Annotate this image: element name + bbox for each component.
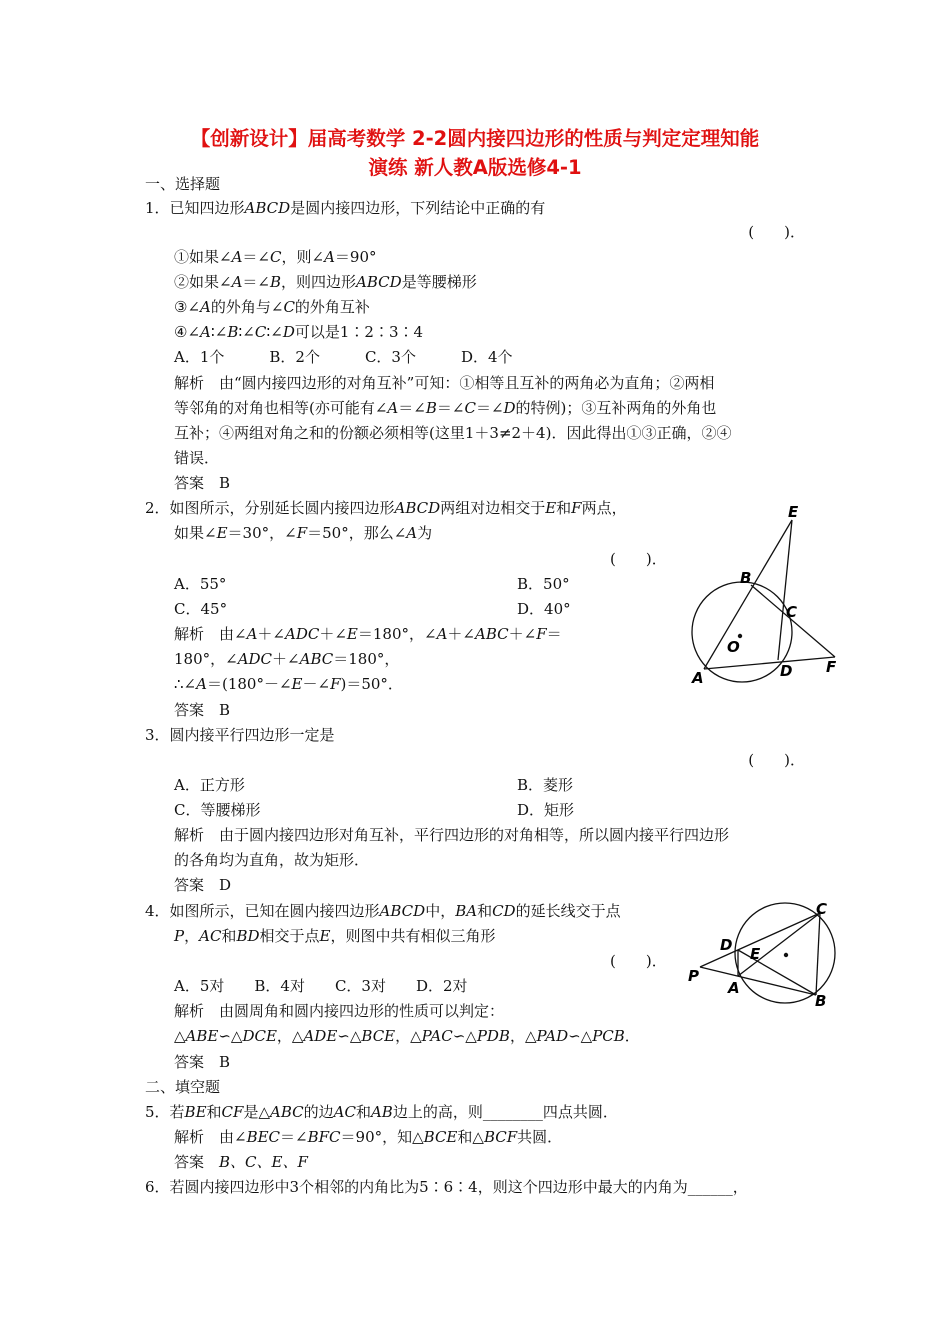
q1-choices: A．1个 B．2个 C．3个 D．4个 — [174, 348, 513, 366]
q3-explanation-line1: 解析 由于圆内接四边形对角互补，平行四边形的对角相等，所以圆内接平行四边形 — [174, 826, 730, 844]
q2-geometry-figure — [680, 500, 845, 690]
q4-label-e: E — [750, 945, 761, 963]
document-title-line1: 【创新设计】届高考数学 2-2圆内接四边形的性质与判定定理知能 — [190, 127, 760, 150]
q1-explanation-line4: 错误． — [174, 449, 220, 467]
q1-answer-paren: ( )． — [748, 223, 805, 241]
q4-answer: 答案 B — [174, 1053, 231, 1071]
q3-answer: 答案 D — [174, 876, 232, 894]
q4-stem-line2: P，AC和BD相交于点E，则图中共有相似三角形 — [174, 927, 496, 945]
q4-choices: A．5对 B．4对 C．3对 D．2对 — [174, 977, 468, 995]
q1-option-1: ①如果∠A＝∠C，则∠A＝90° — [174, 248, 377, 266]
q1-explanation-line2: 等邻角的对角也相等(亦可能有∠A＝∠B＝∠C＝∠D的特例)；③互补两角的外角也 — [174, 399, 717, 417]
q3-choice-d: D．矩形 — [517, 801, 575, 819]
q2-answer: 答案 B — [174, 701, 231, 719]
q2-label-o: O — [727, 638, 740, 656]
document-title-line2: 演练 新人教A版选修4-1 — [368, 156, 582, 179]
q4-label-p: P — [688, 967, 699, 985]
q1-explanation-line1: 解析 由“圆内接四边形的对角互补”可知：①相等且互补的两角必为直角；②两相 — [174, 374, 715, 392]
q2-label-b: B — [740, 569, 752, 587]
q2-choice-d: D．40° — [517, 600, 571, 618]
q1-answer: 答案 B — [174, 474, 231, 492]
q1-option-3: ③∠A的外角与∠C的外角互补 — [174, 298, 370, 316]
q2-explanation-line2: 180°，∠ADC＋∠ABC＝180°， — [174, 650, 400, 668]
q6-stem: 6．若圆内接四边形中3个相邻的内角比为5∶6∶4，则这个四边形中最大的内角为______， — [145, 1178, 748, 1196]
q4-answer-paren: ( )． — [610, 952, 667, 970]
q3-choice-b: B．菱形 — [517, 776, 574, 794]
q2-choice-a: A．55° — [174, 575, 227, 593]
section-heading-fill: 二、填空题 — [145, 1078, 221, 1096]
q1-option-2: ②如果∠A＝∠B，则四边形ABCD是等腰梯形 — [174, 273, 477, 291]
q2-label-d: D — [780, 662, 793, 680]
q4-stem-line1: 4．如图所示，已知在圆内接四边形ABCD中，BA和CD的延长线交于点 — [145, 902, 621, 920]
q1-explanation-line3: 互补；④两组对角之和的份额必须相等(这里1＋3≠2＋4)．因此得出①③正确，②④ — [174, 424, 732, 442]
q2-choice-c: C．45° — [174, 600, 228, 618]
q4-explanation-line1: 解析 由圆周角和圆内接四边形的性质可以判定： — [174, 1002, 505, 1020]
q4-label-b: B — [815, 992, 827, 1010]
q2-stem-line2: 如果∠E＝30°，∠F＝50°，那么∠A为 — [174, 524, 433, 542]
q4-label-c: C — [816, 900, 828, 918]
q2-label-e: E — [788, 503, 799, 521]
q2-explanation-line3: ∴∠A＝(180°－∠E－∠F)＝50°． — [174, 675, 403, 693]
q2-answer-paren: ( )． — [610, 550, 667, 568]
q4-label-d: D — [720, 936, 733, 954]
q4-label-a: A — [728, 979, 740, 997]
q3-stem: 3．圆内接平行四边形一定是 — [145, 726, 335, 744]
q3-choice-a: A．正方形 — [174, 776, 245, 794]
q2-label-a: A — [692, 669, 704, 687]
q3-answer-paren: ( )． — [748, 751, 805, 769]
q5-answer: 答案 B、C、E、F — [174, 1153, 308, 1171]
q1-stem: 1．已知四边形ABCD是圆内接四边形，下列结论中正确的有 — [145, 199, 546, 217]
q2-label-f: F — [826, 658, 837, 676]
q2-label-c: C — [786, 603, 798, 621]
q3-choice-c: C．等腰梯形 — [174, 801, 261, 819]
q2-explanation-line1: 解析 由∠A＋∠ADC＋∠E＝180°，∠A＋∠ABC＋∠F＝ — [174, 625, 562, 643]
q4-center-dot — [784, 953, 788, 957]
q5-explanation: 解析 由∠BEC＝∠BFC＝90°，知△BCE和△BCF共圆． — [174, 1128, 563, 1146]
q3-explanation-line2: 的各角均为直角，故为矩形． — [174, 851, 370, 869]
section-heading-choice: 一、选择题 — [145, 175, 221, 193]
q5-stem: 5．若BE和CF是△ABC的边AC和AB边上的高，则________四点共圆． — [145, 1103, 618, 1121]
q1-option-4: ④∠A∶∠B∶∠C∶∠D可以是1∶2∶3∶4 — [174, 323, 424, 341]
q2-circle — [692, 582, 792, 682]
q4-geometry-figure — [685, 898, 845, 1013]
q2-choice-b: B．50° — [517, 575, 570, 593]
q4-explanation-line2: △ABE∽△DCE，△ADE∽△BCE，△PAC∽△PDB，△PAD∽△PCB． — [174, 1027, 640, 1045]
q2-stem-line1: 2．如图所示，分别延长圆内接四边形ABCD两组对边相交于E和F两点， — [145, 499, 627, 517]
